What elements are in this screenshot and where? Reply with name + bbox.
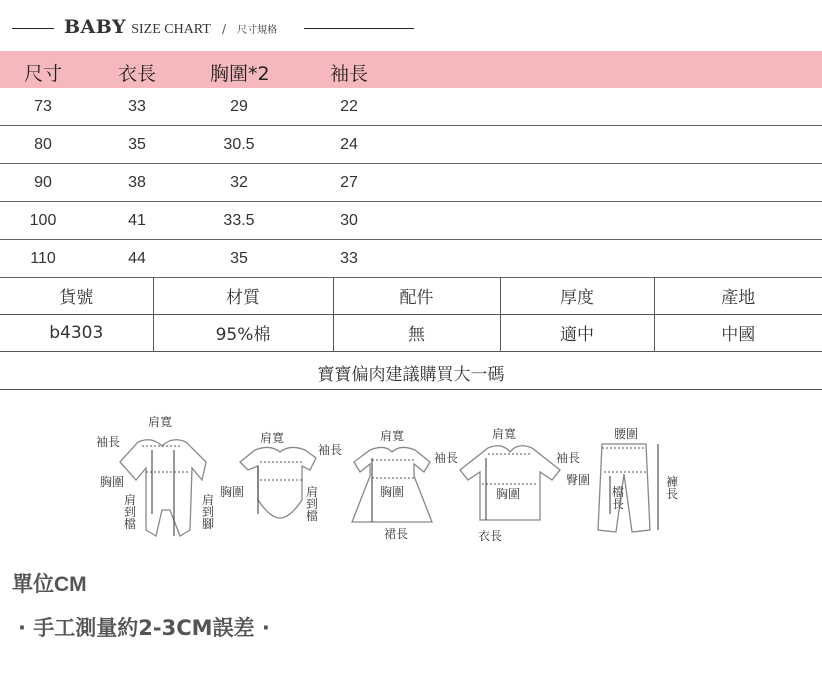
- info-header-accessories: 配件: [333, 277, 500, 314]
- cell-length: 33: [128, 98, 146, 115]
- romper-shoulder-label: 肩寬: [148, 415, 173, 429]
- cell-chest: 30.5: [223, 136, 255, 153]
- top-diagram: [460, 446, 560, 520]
- info-header-origin: 產地: [654, 277, 822, 314]
- bodysuit-diagram: [240, 447, 316, 518]
- table-row: [0, 164, 822, 202]
- top-chest-label: 胸圍: [496, 487, 521, 501]
- size-chart-label: SIZE CHART: [131, 22, 211, 37]
- info-value-item-no: b4303: [0, 314, 153, 351]
- cell-size: 110: [30, 250, 56, 267]
- info-value-row: [0, 314, 822, 351]
- bodysuit-shoulder-crotch-label: 肩到檔: [306, 485, 319, 523]
- top-shoulder-label: 肩寬: [492, 427, 517, 441]
- info-value-accessories: 無: [333, 314, 500, 351]
- top-sleeve-label: 袖長: [556, 451, 581, 465]
- cell-sleeve: 27: [340, 174, 358, 191]
- title-line-right: [304, 28, 414, 29]
- dress-sleeve-label: 袖長: [434, 451, 459, 465]
- measurement-error-note: · 手工測量約2-3CM誤差 ·: [18, 616, 270, 640]
- romper-shoulder-crotch-label: 肩到檔: [124, 493, 137, 531]
- info-header-row: [0, 277, 822, 314]
- table-row: [0, 240, 822, 278]
- product-info-table: [0, 277, 822, 352]
- bodysuit-shoulder-label: 肩寬: [260, 431, 285, 445]
- top-length-label: 衣長: [478, 529, 503, 543]
- cell-length: 35: [128, 136, 146, 153]
- col-header-sleeve: 袖長: [330, 63, 369, 85]
- info-header-item-no: 貨號: [0, 277, 153, 314]
- info-value-origin: 中國: [654, 314, 822, 351]
- cell-chest: 32: [230, 174, 248, 191]
- title-text: [64, 16, 277, 38]
- table-row: [0, 202, 822, 240]
- pants-hip-label: 臀圍: [566, 473, 591, 487]
- info-header-thickness: 厚度: [500, 277, 654, 314]
- cell-chest: 29: [230, 98, 248, 115]
- info-value-material: 95%棉: [153, 314, 333, 351]
- unit-label: 單位CM: [12, 573, 87, 596]
- baby-label: BABY: [64, 16, 127, 38]
- title-line-left: [12, 28, 54, 29]
- col-header-chest: 胸圍*2: [210, 63, 270, 85]
- cell-sleeve: 22: [340, 98, 358, 115]
- size-chart-title: [12, 14, 432, 44]
- info-header-material: 材質: [153, 277, 333, 314]
- cell-sleeve: 30: [340, 212, 358, 229]
- cell-size: 73: [34, 98, 52, 115]
- col-header-size: 尺寸: [24, 63, 63, 85]
- cell-size: 90: [34, 174, 52, 191]
- bodysuit-sleeve-label: 袖長: [318, 443, 343, 457]
- romper-chest-label: 胸圍: [100, 475, 125, 489]
- title-slash: /: [221, 22, 226, 36]
- romper-shoulder-foot-label: 肩到腳: [202, 493, 215, 531]
- bodysuit-chest-label: 胸圍: [220, 485, 245, 499]
- col-header-length: 衣長: [118, 63, 157, 85]
- size-advice-note: 寶寶偏肉建議購買大一碼: [0, 352, 822, 390]
- cell-chest: 35: [230, 250, 248, 267]
- cell-length: 44: [128, 250, 146, 267]
- dress-skirt-length-label: 裙長: [384, 527, 409, 541]
- size-table-header: [0, 51, 822, 88]
- table-row: [0, 126, 822, 164]
- cell-length: 41: [128, 212, 146, 229]
- measurement-diagrams: [80, 410, 700, 560]
- cell-size: 100: [29, 212, 57, 229]
- dress-chest-label: 胸圍: [380, 485, 405, 499]
- pants-rise-label: 檔長: [612, 485, 625, 511]
- cell-size: 80: [34, 136, 52, 153]
- romper-sleeve-label: 袖長: [96, 435, 121, 449]
- dress-shoulder-label: 肩寬: [380, 429, 405, 443]
- info-value-thickness: 適中: [500, 314, 654, 351]
- cell-length: 38: [128, 174, 146, 191]
- table-row: [0, 88, 822, 126]
- pants-length-label: 褲長: [666, 475, 679, 501]
- cell-sleeve: 24: [340, 136, 358, 153]
- pants-waist-label: 腰圍: [614, 427, 639, 441]
- cell-chest: 33.5: [223, 212, 255, 229]
- cell-sleeve: 33: [340, 250, 358, 267]
- cn-title-label: 尺寸規格: [237, 25, 278, 36]
